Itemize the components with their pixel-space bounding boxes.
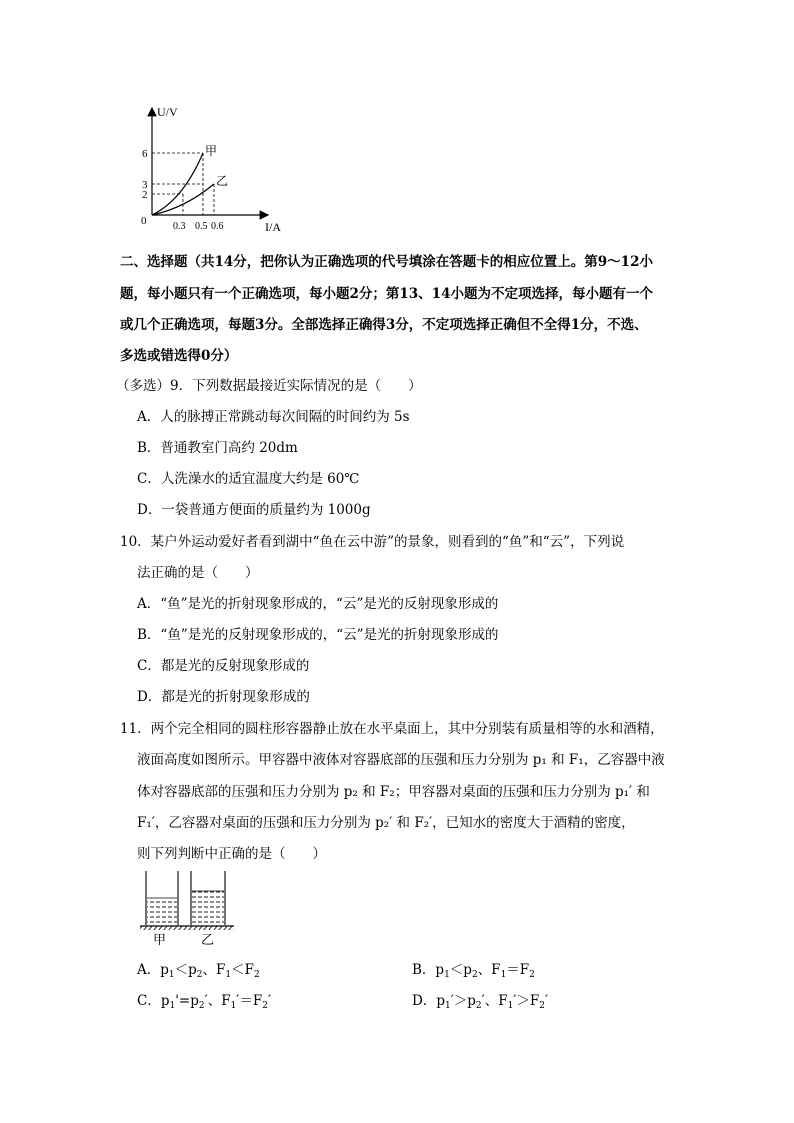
container-label-jia: 甲: [153, 932, 167, 947]
y-axis-label: U/V: [157, 105, 178, 119]
q10-option-c: C．都是光的反射现象形成的: [137, 658, 310, 674]
containers-figure: [138, 865, 238, 947]
y-tick-3: 3: [142, 179, 148, 191]
x-tick-0.5: 0.5: [195, 221, 208, 232]
section2-line-2: 题，每小题只有一个正确选项，每小题2分；第13、14小题为不定项选择，每小题有一个: [120, 286, 653, 302]
q11-stem-line-5: 则下列判断中正确的是（ ）: [137, 846, 326, 862]
q9-option-b: B．普通教室门高约 20dm: [137, 440, 298, 456]
ui-graph: [135, 100, 295, 235]
q11-stem-line-3: 体对容器底部的压强和压力分别为 p₂ 和 F₂；甲容器对桌面的压强和压力分别为 p₁′ 和: [137, 784, 650, 800]
q9-option-d: D．一袋普通方便面的质量约为 1000g: [137, 502, 371, 518]
curve-label-jia: 甲: [205, 144, 218, 158]
y-tick-6: 6: [142, 148, 148, 160]
x-tick-0.6: 0.6: [211, 221, 224, 232]
container-jia: [146, 871, 178, 925]
q9-option-a: A．人的脉搏正常跳动每次间隔的时间约为 5s: [137, 409, 410, 425]
curve-label-yi: 乙: [216, 174, 229, 188]
section2-line-4: 多选或错选得0分）: [120, 348, 238, 364]
x-tick-0.3: 0.3: [173, 221, 186, 232]
x-axis-label: I/A: [265, 220, 281, 234]
q10-stem-line-1: 10．某户外运动爱好者看到湖中“鱼在云中游”的景象，则看到的“鱼”和“云”，下列说: [120, 534, 625, 550]
y-tick-2: 2: [142, 189, 148, 201]
container-yi: [191, 871, 225, 925]
q11-option-b: B．$p_1<p_2$、$F_1=F_2$: [412, 962, 535, 980]
q11-option-d: D．$p_1'>p_2'$、$F_1'>F_2'$: [412, 993, 549, 1011]
q10-stem-line-2: 法正确的是（ ）: [137, 565, 259, 581]
q10-option-b: B．“鱼”是光的反射现象形成的，“云”是光的折射现象形成的: [137, 627, 499, 643]
q11-stem-line-4: F₁′，乙容器对桌面的压强和压力分别为 p₂′ 和 F₂′，已知水的密度大于酒精的密度，: [137, 815, 635, 831]
q10-option-a: A．“鱼”是光的折射现象形成的，“云”是光的反射现象形成的: [137, 596, 499, 612]
q9-stem: （多选）9．下列数据最接近实际情况的是（ ）: [116, 378, 422, 394]
section2-line-3: 或几个正确选项，每题3分。全部选择正确得3分，不定项选择正确但不全得1分，不选、: [120, 317, 648, 333]
q11-option-a: A．$p_1<p_2$、$F_1<F_2$: [137, 962, 260, 980]
q10-option-d: D．都是光的折射现象形成的: [137, 689, 310, 705]
q11-option-c: C．$p_1'=p_2'$、$F_1'=F_2'$: [137, 993, 272, 1011]
q9-option-c: C．人洗澡水的适宜温度大约是 60℃: [137, 471, 360, 487]
section2-line-1: 二、选择题（共14分，把你认为正确选项的代号填涂在答题卡的相应位置上。第9～12小: [120, 254, 653, 270]
q11-stem-line-2: 液面高度如图所示。甲容器中液体对容器底部的压强和压力分别为 p₁ 和 F₁，乙容器中液: [137, 752, 665, 768]
container-label-yi: 乙: [201, 932, 215, 947]
q11-stem-line-1: 11．两个完全相同的圆柱形容器静止放在水平桌面上，其中分别装有质量相等的水和酒精，: [120, 721, 664, 737]
origin-label: 0: [141, 215, 147, 227]
